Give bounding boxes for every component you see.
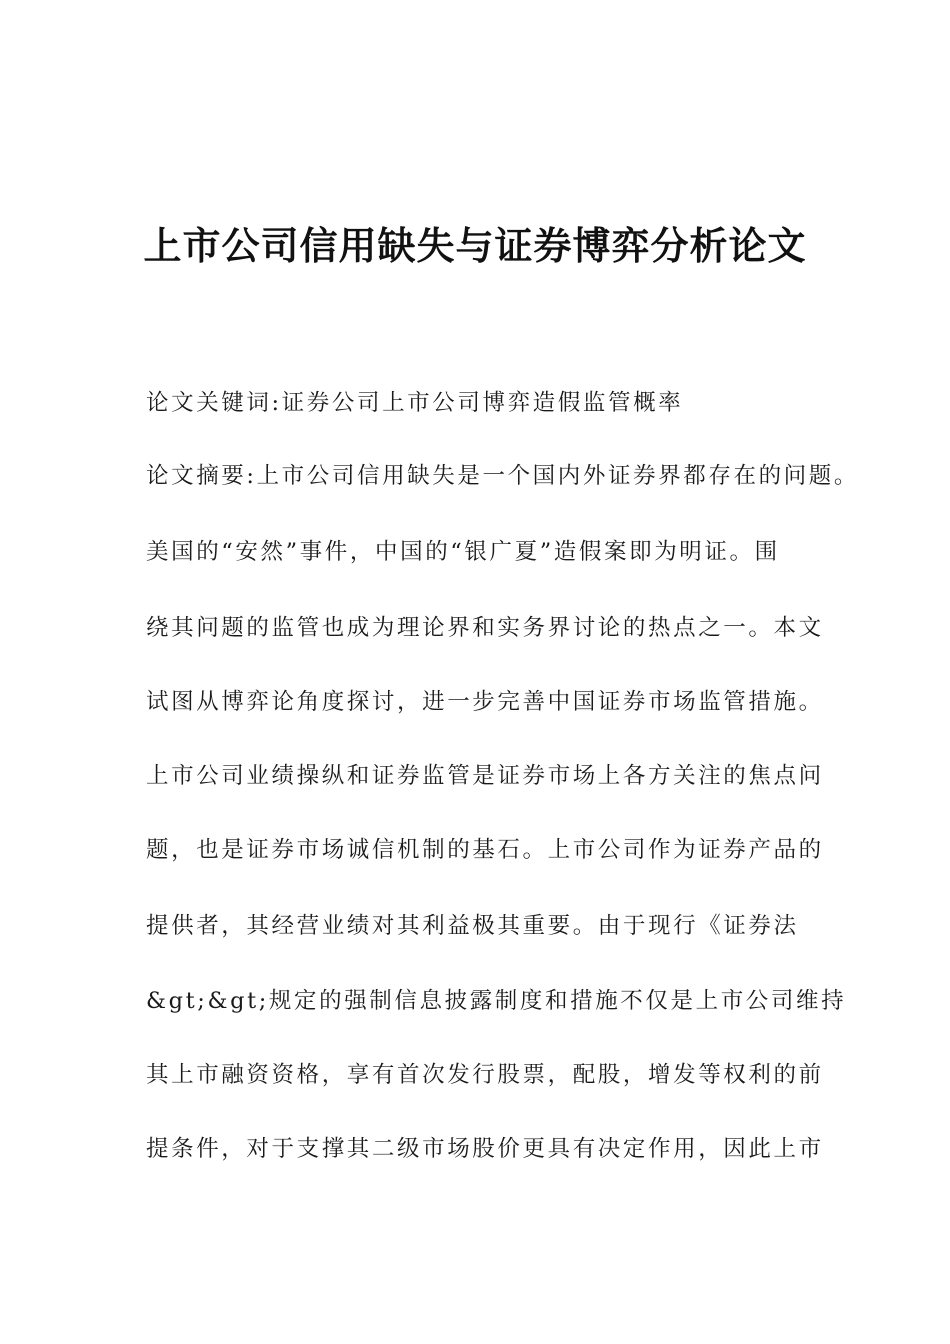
body-text-line: &gt;&gt;规定的强制信息披露制度和措施不仅是上市公司维持 <box>146 988 847 1014</box>
body-text-line: 绕其问题的监管也成为理论界和实务界讨论的热点之一。本文 <box>146 615 824 641</box>
abstract-line: 论文摘要:上市公司信用缺失是一个国内外证券界都存在的问题。 <box>146 463 859 489</box>
body-text-line: 题，也是证券市场诚信机制的基石。上市公司作为证券产品的 <box>146 837 824 863</box>
body-text-line: 其上市融资资格，享有首次发行股票，配股，增发等权利的前 <box>146 1062 824 1088</box>
body-text-line: 试图从博弈论角度探讨，进一步完善中国证券市场监管措施。 <box>146 689 824 715</box>
body-text-line: 美国的“安然”事件，中国的“银广夏”造假案即为明证。围 <box>146 539 780 565</box>
body-text-line: 提条件，对于支撑其二级市场股价更具有决定作用，因此上市 <box>146 1136 824 1162</box>
document-title: 上市公司信用缺失与证券博弈分析论文 <box>143 224 807 268</box>
body-text-line: 上市公司业绩操纵和证券监管是证券市场上各方关注的焦点问 <box>146 763 824 789</box>
keywords-line: 论文关键词:证券公司上市公司博弈造假监管概率 <box>146 390 684 416</box>
body-text-line: 提供者，其经营业绩对其利益极其重要。由于现行《证券法 <box>146 913 799 939</box>
